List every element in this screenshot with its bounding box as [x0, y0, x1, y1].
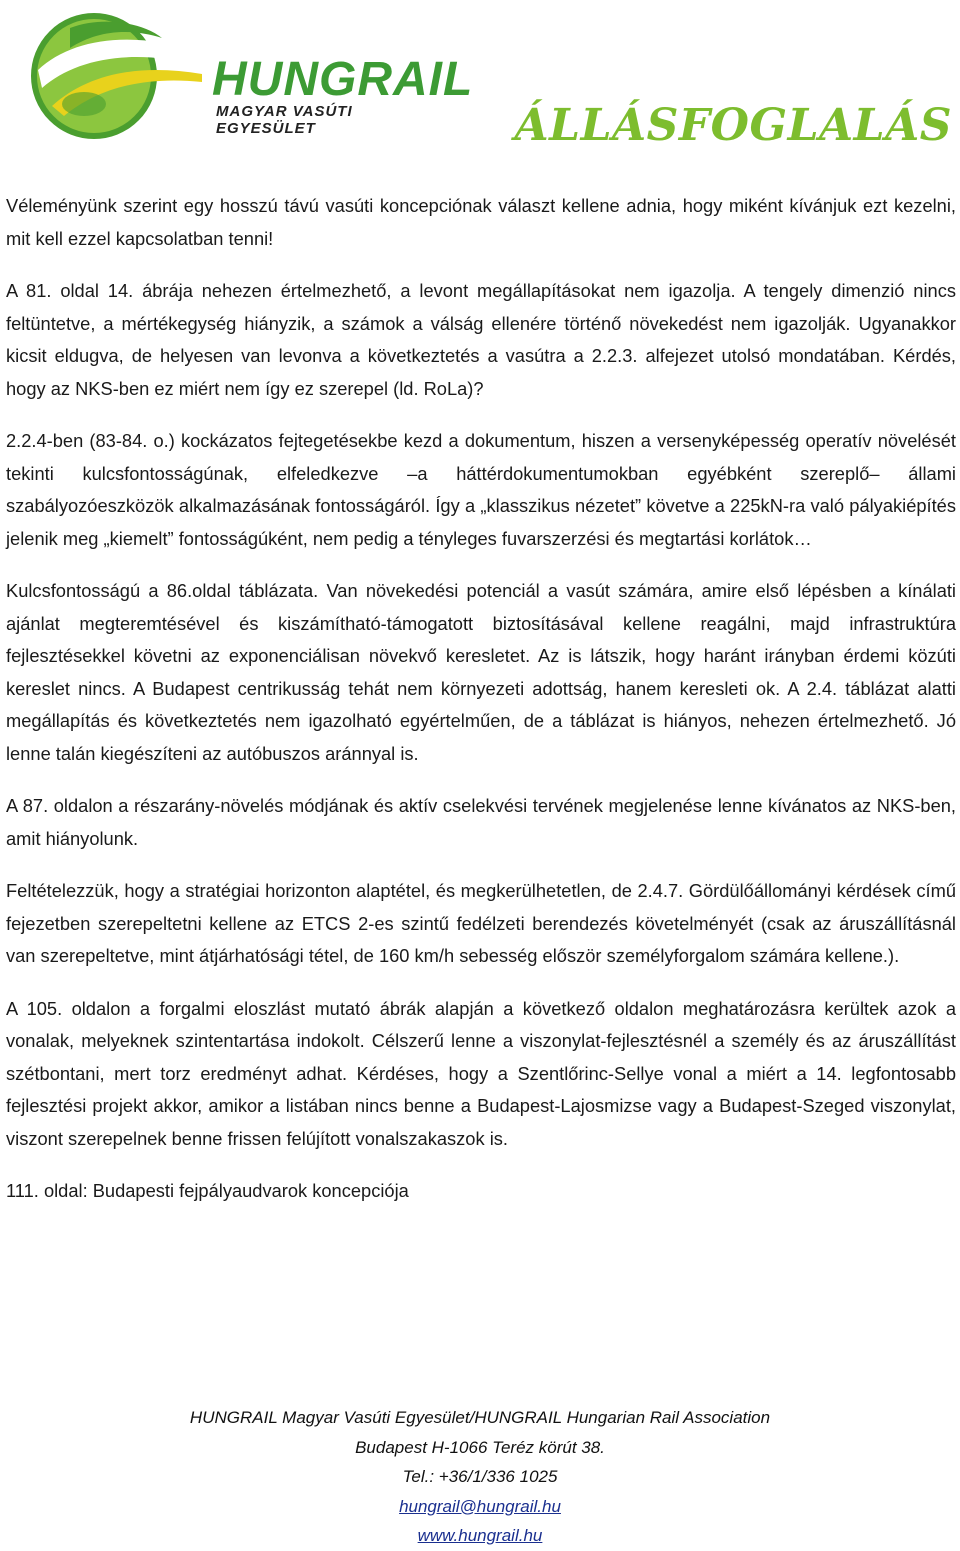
rail-globe-icon — [12, 8, 212, 143]
paragraph-4: Kulcsfontosságú a 86.oldal táblázata. Van növekedési potenciál a vasút számára, amire első lépésben a kínálati ajánlat megteremtésével és kiszámítható-támogatott biztosításával kellene reagálni, majd infrastruktúra fejlesztésekkel követni az exponenciálisan növekvő keresletet. Az is látszik, hogy haránt irányban érdemi közúti kereslet nincs. A Budapest centrikusság tehát nem környezeti adottság, hanem keresleti ok. A 2.4. táblázat alatti megállapítás és következtetés nem igazolható egyértelműen, de a táblázat is hiányos, nehezen értelmezhető. Jó lenne talán kiegészíteni az autóbuszos aránnyal is. — [6, 580, 956, 764]
paragraph-2: A 81. oldal 14. ábrája nehezen értelmezhető, a levont megállapításokat nem igazolja. A tengely dimenzió nincs feltüntetve, a mértékegység hiányzik, a számok a válság ellenére történő növekedést nem igazolják. Ugyanakkor kicsit eldugva, de helyesen van levonva a következtetés a vasútra a 2.2.3. alfejezet utolsó mondatában. Kérdés, hogy az NKS-ben ez miért nem így ez szerepel (ld. RoLa)? — [6, 280, 956, 399]
paragraph-3: 2.2.4-ben (83-84. o.) kockázatos fejtegetésekbe kezd a dokumentum, hiszen a versenyképesség operatív növelését tekinti kulcsfontosságúnak, elfeledkezve –a háttérdokumentumokban egyébként szereplő– állami szabályozóeszközök alkalmazásának fontosságáról. Így a „klasszikus nézetet” követve a 225kN-ra való pályakiépítés jelenik meg „kiemelt” fontosságúként, nem pedig a tényleges fuvarszerzési és megtartási korlátok… — [6, 430, 956, 549]
paragraph-7: A 105. oldalon a forgalmi eloszlást mutató ábrák alapján a következő oldalon meghatározásra kerültek azok a vonalak, melyeknek szintentartása indokolt. Célszerű lenne a viszonylat-fejlesztésnél a személy és az áruszállítást szétbontani, mert torz eredményt adhat. Kérdéses, hogy a Szentlőrinc-Sellye vonal a miért a 14. legfontosabb fejlesztési projekt akkor, amikor a listában nincs benne a Budapest-Lajosmizse vagy a Budapest-Szeged viszonylat, viszont szerepelnek benne frissen felújított vonalszakaszok is. — [6, 997, 956, 1149]
paragraph-1: Véleményünk szerint egy hosszú távú vasúti koncepciónak választ kellene adnia, hogy miként kívánjuk ezt kezelni, mit kell ezzel kapcsolatban tenni! — [6, 195, 956, 249]
paragraph-5: A 87. oldalon a részarány-növelés módjának és aktív cselekvési tervének megjelenése lenne kívánatos az NKS-ben, amit hiányolunk. — [6, 795, 956, 849]
page-footer — [0, 1403, 960, 1551]
footer-address: Budapest H-1066 Teréz körút 38. — [355, 1437, 605, 1457]
footer-website-link[interactable]: www.hungrail.hu — [417, 1526, 543, 1545]
logo-wordmark: HUNGRAIL — [212, 53, 474, 106]
paragraph-8: 111. oldal: Budapesti fejpályaudvarok koncepciója — [6, 1180, 409, 1201]
footer-email-link[interactable]: hungrail@hungrail.hu — [399, 1496, 561, 1516]
footer-phone: Tel.: +36/1/336 1025 — [402, 1467, 558, 1486]
hungrail-logo — [12, 8, 474, 143]
document-body — [6, 190, 956, 1228]
logo-subtitle: MAGYAR VASÚTI EGYESÜLET — [216, 103, 353, 137]
page-header — [0, 0, 960, 170]
document-type-heading: ÁLLÁSFOGLALÁS — [514, 100, 952, 151]
paragraph-6: Feltételezzük, hogy a stratégiai horizonton alaptétel, és megkerülhetetlen, de 2.4.7. Gördülőállományi kérdések című fejezetben szerepeltetni kellene az ETCS 2-es szintű fedélzeti berendezés követelményét (csak az áruszállításnál van szerepeltetve, mint átjárhatósági tétel, de 160 km/h sebesség először személyforgalom számára kellene.). — [6, 880, 956, 966]
footer-organization: HUNGRAIL Magyar Vasúti Egyesület/HUNGRAIL Hungarian Rail Association — [189, 1408, 771, 1427]
